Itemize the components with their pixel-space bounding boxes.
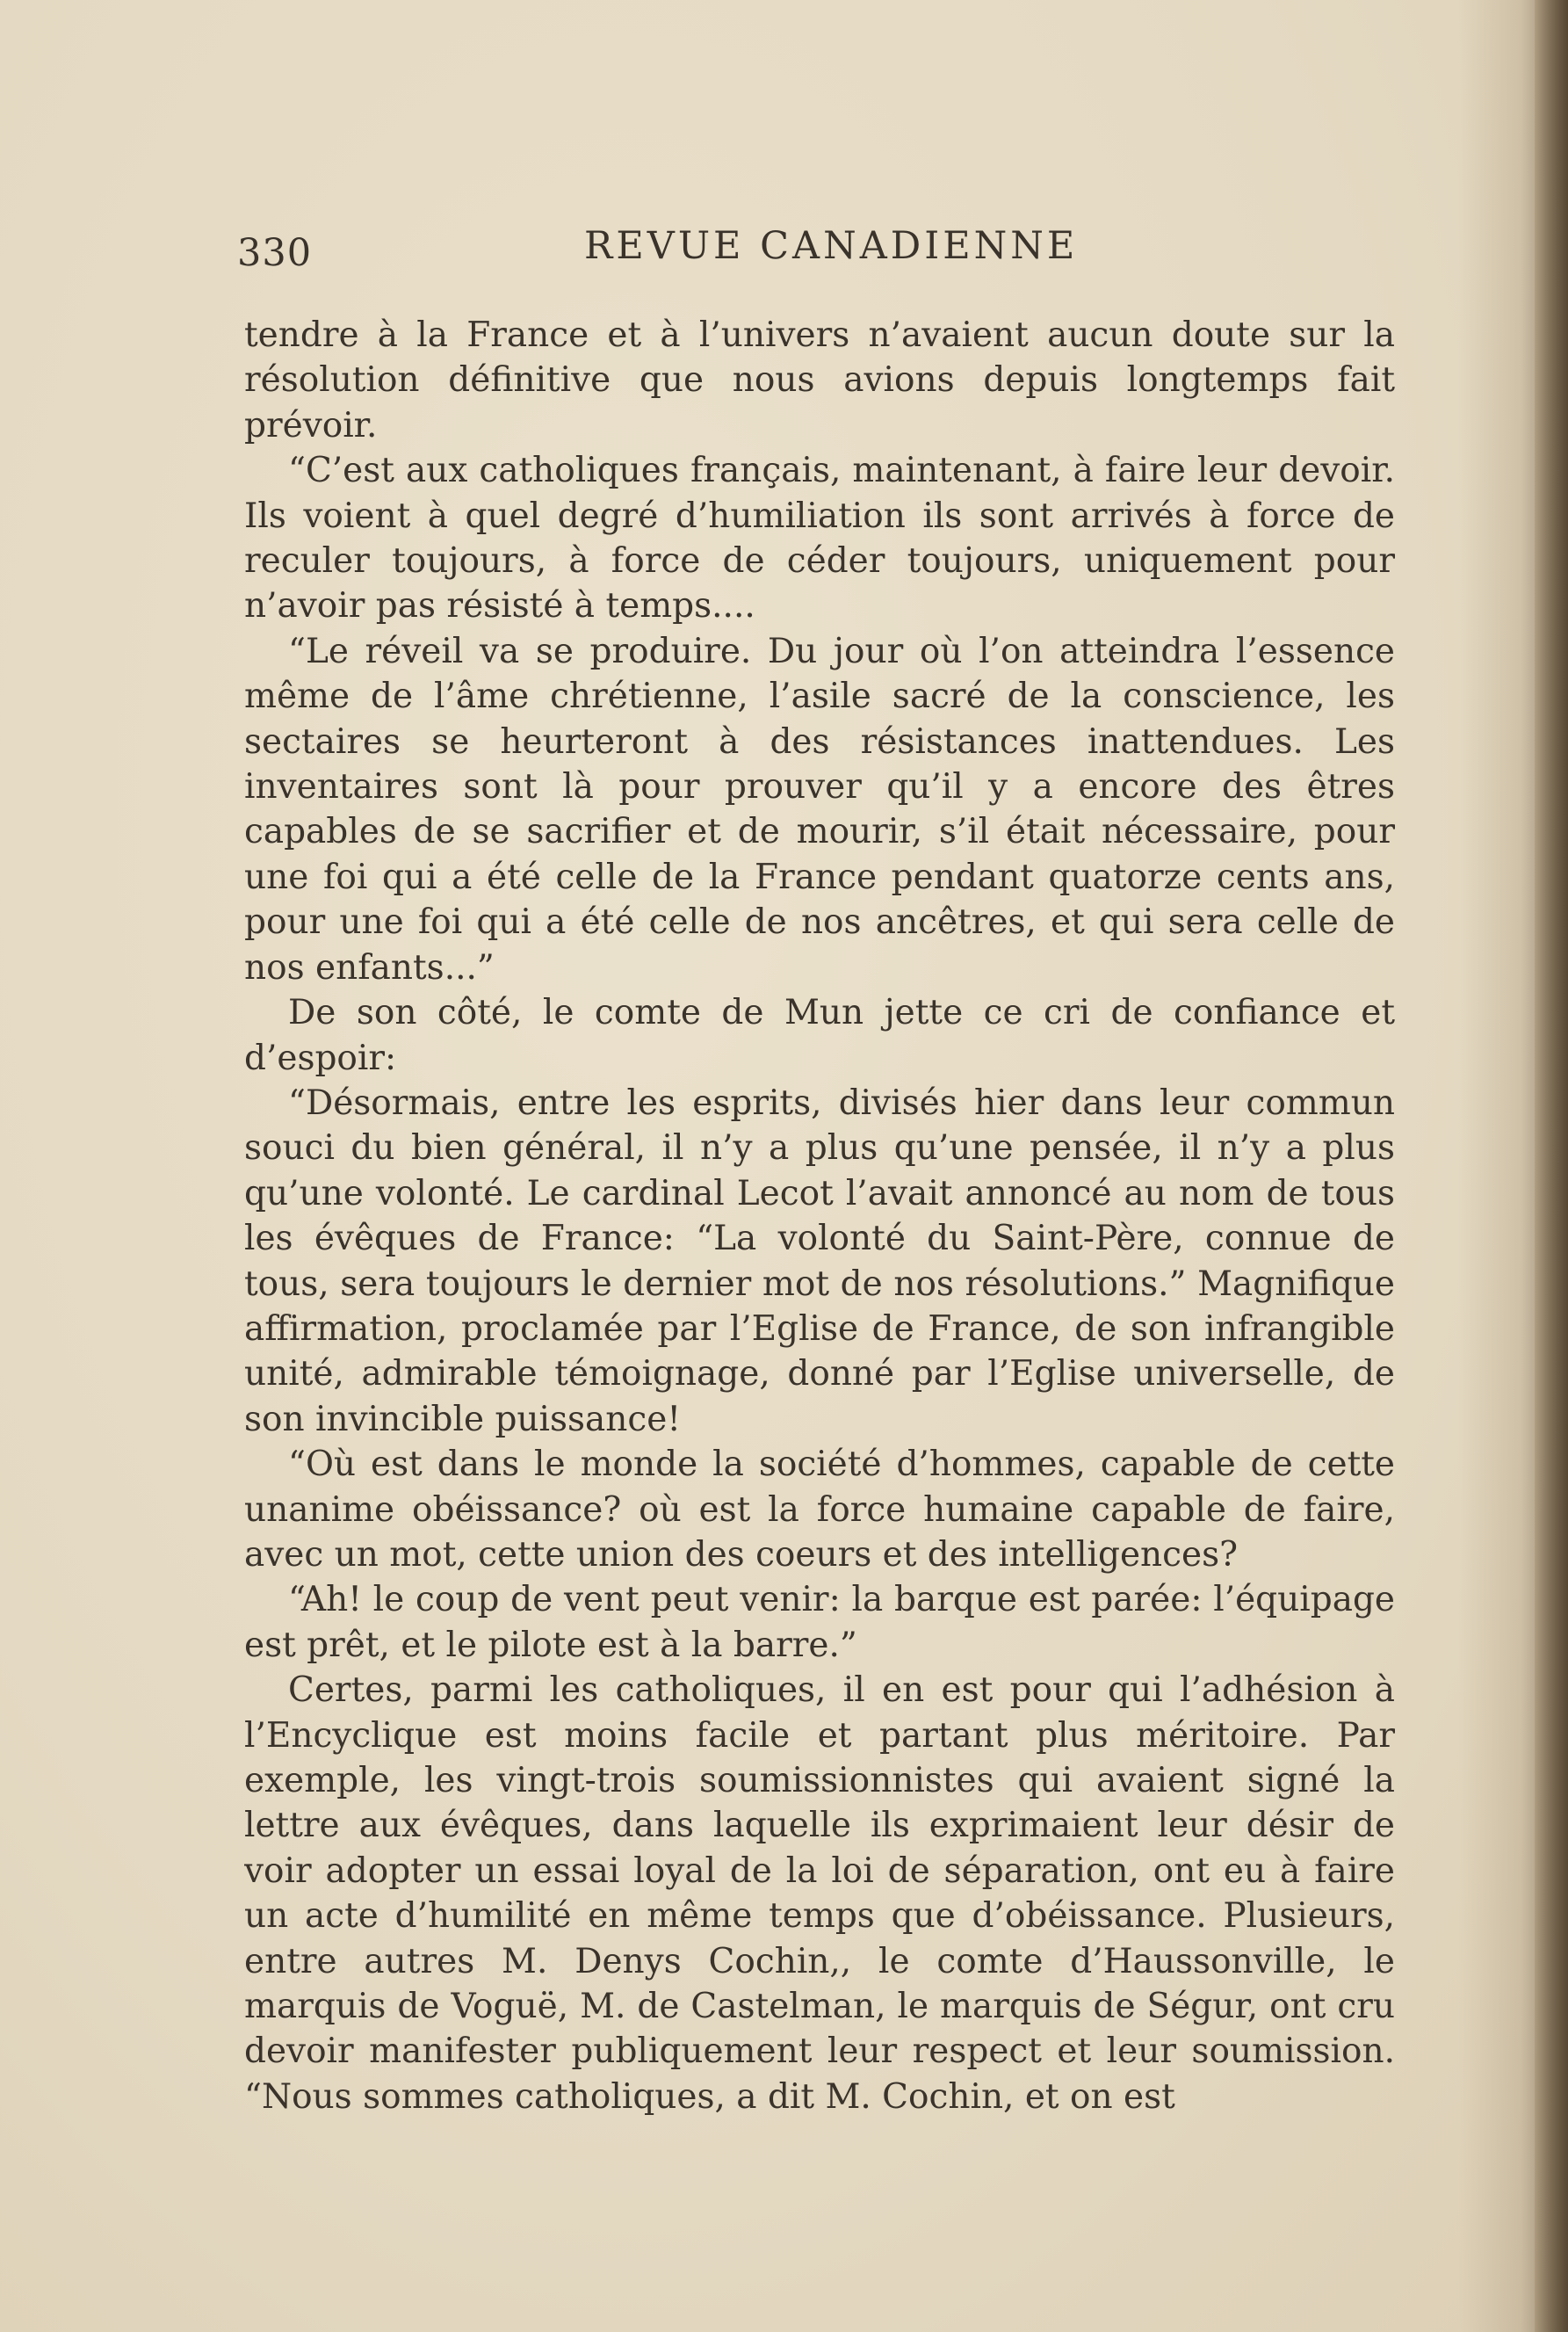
paragraph: “Le réveil va se produire. Du jour où l’on atteindra l’essence même de l’âme chrétienne, l’asile sacré de la conscience, les sectaires se heurteront à des résistances inattendues. Les inventaires sont là pour prouver qu’il y a encore des êtres capables de se sacrifier et de mourir, s’il était nécessaire, pour une foi qui a été celle de la France pendant quatorze cents ans, pour une foi qui a été celle de nos ancêtres, et qui sera celle de nos enfants...” xyxy=(244,631,1395,988)
paragraph: “C’est aux catholiques français, maintenant, à faire leur devoir. Ils voient à quel degré d’humiliation ils sont arrivés à force de reculer toujours, à force de céder toujours, uniquement pour n’avoir pas résisté à temps.... xyxy=(244,451,1395,626)
paragraph: “Désormais, entre les esprits, divisés hier dans leur commun souci du bien général, il n’y a plus qu’une pensée, il n’y a plus qu’une volonté. Le cardinal Lecot l’avait annoncé au nom de tous les évêques de France: “La volonté du Saint-Père, connue de tous, sera toujours le dernier mot de nos résolutions.” Magnifique affirmation, proclamée par l’Eglise de France, de son infrangible unité, admirable témoignage, donné par l’Eglise universelle, de son invincible puissance! xyxy=(244,1083,1395,1439)
paragraph: De son côté, le comte de Mun jette ce cri de confiance et d’espoir: xyxy=(244,993,1395,1078)
running-title: REVUE CANADIENNE xyxy=(584,224,1079,268)
paragraph: “Ah! le coup de vent peut venir: la barque est parée: l’équipage est prêt, et le pilote est à la barre.” xyxy=(244,1580,1395,1665)
paragraph: Certes, parmi les catholiques, il en est pour qui l’adhésion à l’Encyclique est moins facile et partant plus méritoire. Par exemple, les vingt-trois soumissionnistes qui avaient signé la lettre aux évêques, dans laquelle ils exprimaient leur désir de voir adopter un essai loyal de la loi de séparation, ont eu à faire un acte d’humilité en même temps que d’obéissance. Plusieurs, entre autres M. Denys Cochin,, le comte d’Haussonville, le marquis de Voguë, M. de Castelman, le marquis de Ségur, ont cru devoir manifester publiquement leur respect et leur soumission. “Nous sommes catholiques, a dit M. Cochin, et on est xyxy=(244,1670,1395,2117)
book-spine-shadow xyxy=(1535,0,1568,2332)
paragraph: “Où est dans le monde la société d’hommes, capable de cette unanime obéissance? où est la force humaine capable de faire, avec un mot, cette union des coeurs et des intelligences? xyxy=(244,1445,1395,1575)
page-header xyxy=(237,224,1397,286)
body-text xyxy=(244,313,1395,2140)
paragraph-continuation: tendre à la France et à l’univers n’avaient aucun doute sur la résolution définitive que nous avions depuis longtemps fait prévoir. xyxy=(244,315,1395,445)
page-number: 330 xyxy=(237,231,313,275)
